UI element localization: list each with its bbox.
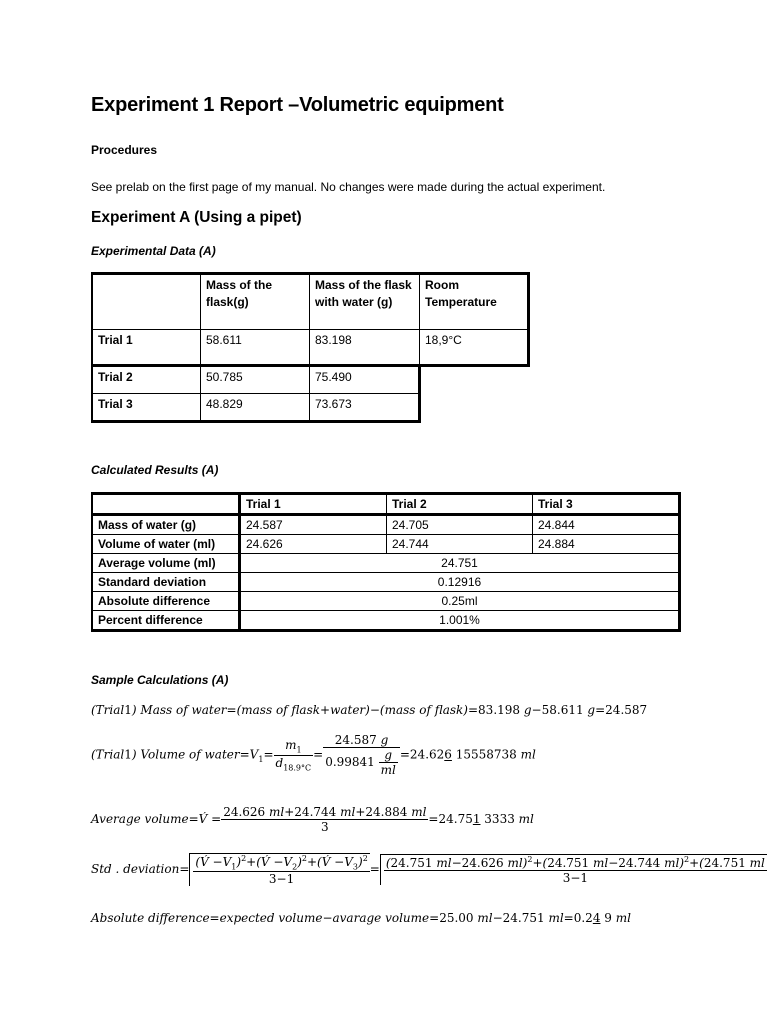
row-label: Trial 3: [92, 394, 201, 422]
average-volume-value: 24.751: [240, 554, 680, 573]
flask-mass-cell: 58.611: [201, 330, 310, 366]
table-header-cell: Mass of the flask(g): [201, 274, 310, 330]
flask-mass-cell: 48.829: [201, 394, 310, 422]
page-title: Experiment 1 Report –Volumetric equipment: [91, 94, 504, 116]
experimental-data-heading: Experimental Data (A): [91, 244, 216, 258]
experiment-a-heading: Experiment A (Using a pipet): [91, 209, 302, 226]
flask-water-mass-cell: 75.490: [310, 366, 420, 394]
flask-water-mass-cell: 83.198: [310, 330, 420, 366]
table-header-cell: [92, 494, 240, 515]
flask-water-mass-cell: 73.673: [310, 394, 420, 422]
value-cell: 24.626: [240, 535, 387, 554]
procedures-heading: Procedures: [91, 143, 158, 157]
row-label: Mass of water (g): [92, 515, 240, 535]
table-row: [92, 366, 529, 394]
value-cell: 24.705: [387, 515, 533, 535]
experimental-data-table: [91, 272, 530, 423]
equation-volume-of-water: (Trial1) Volume of $water=V_1=$ $\frac{m_1}{d_{18.9^\circ C}}$ = 24.587 g 0.99841 $\frac{g}{ml}$ =24.626 15558738 ml: [91, 733, 536, 777]
equation-mass-of-water: (Trial1) Mass of water=(mass of flask+water)−(mass of flask)=83.198 g−58.611 g=24.587: [91, 703, 648, 717]
row-label: Average volume (ml): [92, 554, 240, 573]
calculated-results-table: [91, 492, 681, 632]
percent-difference-value: 1.001%: [240, 611, 680, 631]
procedures-text: See prelab on the first page of my manual. No changes were made during the actual experiment.: [91, 180, 606, 194]
value-cell: 24.587: [240, 515, 387, 535]
empty-cell: [420, 394, 529, 422]
row-label: Trial 2: [92, 366, 201, 394]
equation-average-volume: Average volume=V́ = $\frac{24.626 ml+24.744 ml+24.884 ml}{3}$ =24.751 3333 ml: [91, 805, 534, 834]
table-header-cell: Trial 3: [533, 494, 680, 515]
table-row: [92, 494, 680, 515]
equation-absolute-difference: Absolute difference=expected volume−avarage volume=25.00 ml−24.751 ml=0.24 9 ml: [91, 911, 631, 925]
standard-deviation-value: 0.12916: [240, 573, 680, 592]
table-header-cell: Room Temperature: [420, 274, 529, 330]
sample-calculations-heading: Sample Calculations (A): [91, 673, 229, 687]
value-cell: 24.884: [533, 535, 680, 554]
calculated-results-heading: Calculated Results (A): [91, 463, 219, 477]
table-row: [92, 554, 680, 573]
table-row: [92, 394, 529, 422]
table-row: [92, 592, 680, 611]
row-label: Percent difference: [92, 611, 240, 631]
table-row: [92, 611, 680, 631]
table-row: [92, 573, 680, 592]
absolute-difference-value: 0.25ml: [240, 592, 680, 611]
row-label: Standard deviation: [92, 573, 240, 592]
table-header-cell: Mass of the flask with water (g): [310, 274, 420, 330]
table-header-cell: Trial 1: [240, 494, 387, 515]
empty-cell: [420, 366, 529, 394]
table-header-cell: Trial 2: [387, 494, 533, 515]
value-cell: 24.744: [387, 535, 533, 554]
row-label: Trial 1: [92, 330, 201, 366]
equation-standard-deviation: Std . deviation= $\frac{(V́ -V_1)^2+(V́ -V_2)^2+(V́ -V_3)^2}{3-1}$ = $\frac{(24.751 ml-24.626 ml)^2+(24.751 ml-24.744 ml)^2+(24.751 ml}{3-1}$: [91, 854, 765, 887]
flask-mass-cell: 50.785: [201, 366, 310, 394]
table-row: [92, 535, 680, 554]
table-row: [92, 515, 680, 535]
room-temperature-cell: 18,9°C: [420, 330, 529, 366]
table-header-cell: [92, 274, 201, 330]
value-cell: 24.844: [533, 515, 680, 535]
row-label: Volume of water (ml): [92, 535, 240, 554]
row-label: Absolute difference: [92, 592, 240, 611]
table-row: [92, 330, 529, 366]
